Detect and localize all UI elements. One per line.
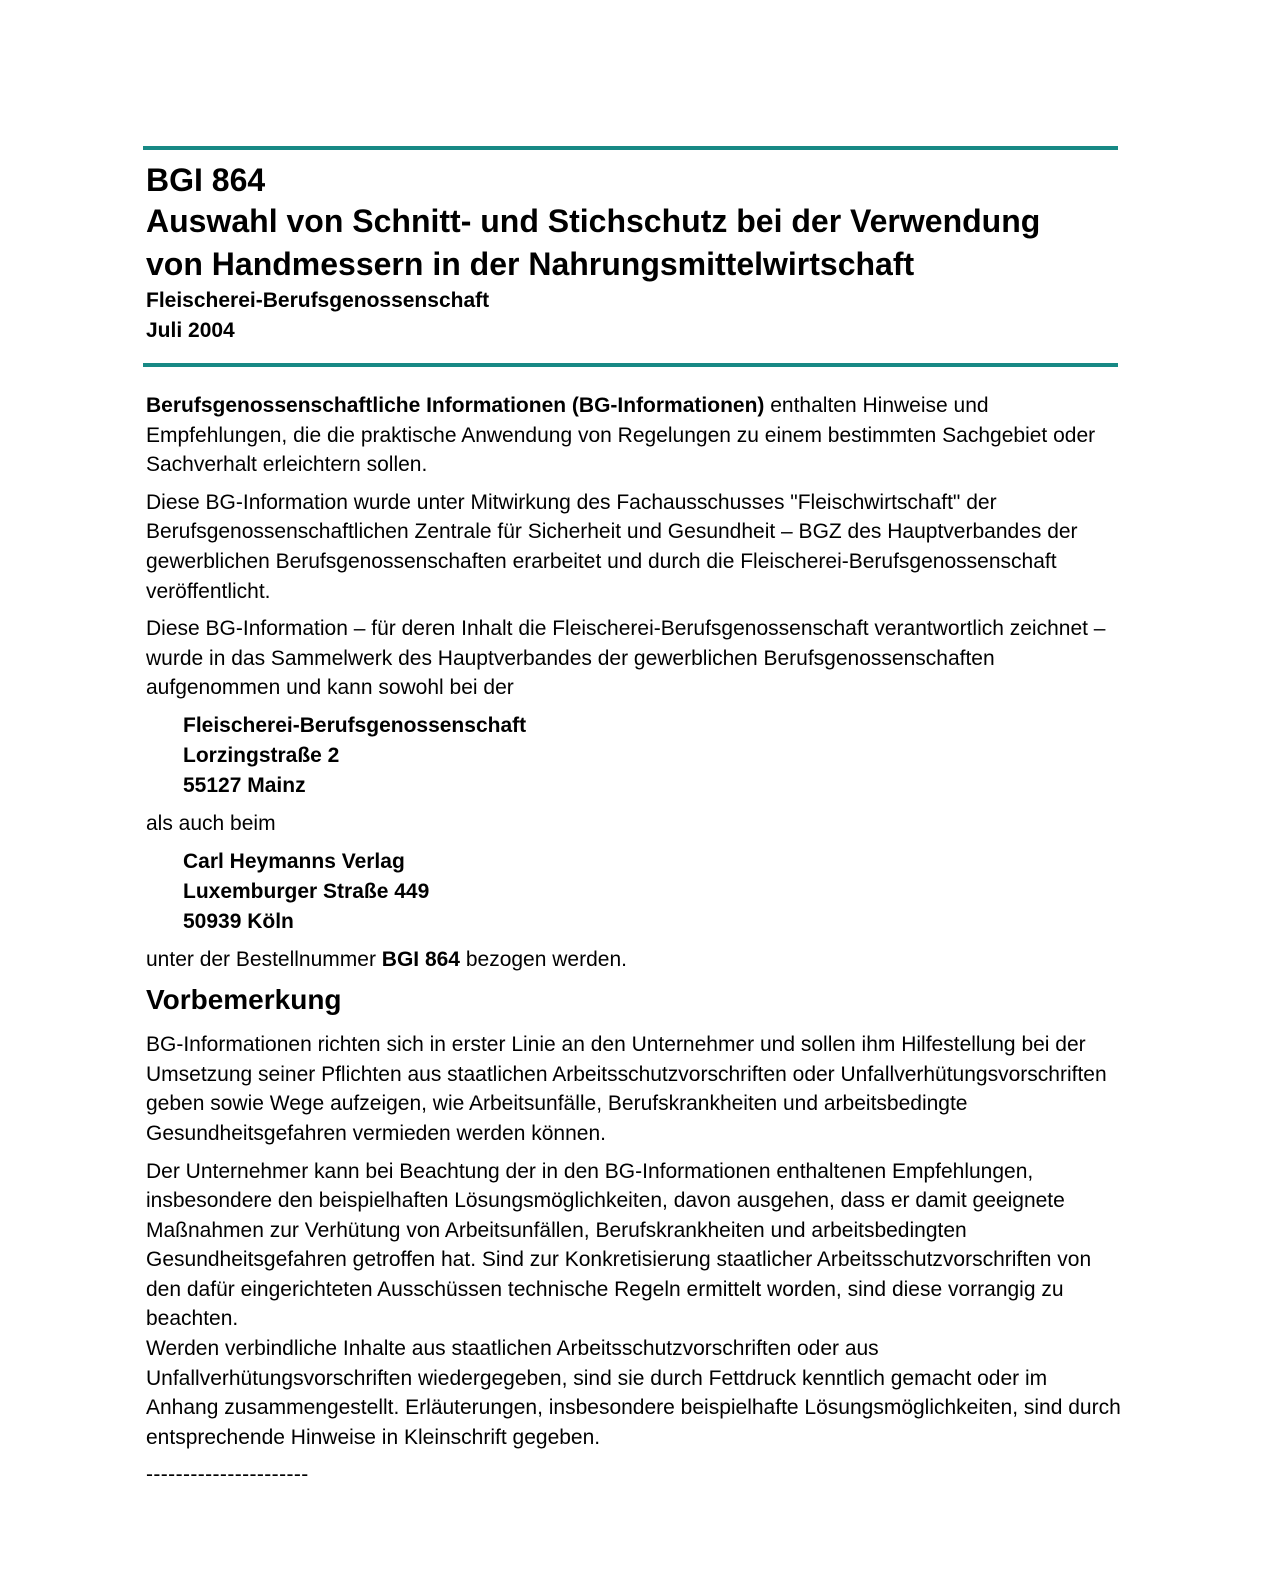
order-post: bezogen werden. (460, 947, 627, 971)
address-heymanns-verlag (146, 847, 1121, 937)
address-line: 55127 Mainz (183, 773, 306, 797)
document-body (146, 391, 1121, 1490)
address-fleischerei-bg (146, 711, 1121, 801)
header-bottom-rule (143, 363, 1118, 367)
intro-paragraph-2: Diese BG-Information wurde unter Mitwirkung des Fachausschusses "Fleischwirtschaft" der Berufsgenossenschaftlichen Zentrale für Sicherheit und Gesundheit – BGZ des Hauptverbandes der gewerblichen Berufsgenossenschaften erarbeitet und durch die Fleischerei-Berufsgenossenschaft veröffentlicht. (146, 490, 1078, 603)
address-line: Lorzingstraße 2 (183, 743, 340, 767)
address-line: Carl Heymanns Verlag (183, 849, 405, 873)
order-number-paragraph (146, 945, 1121, 975)
address-line: 50939 Köln (183, 909, 294, 933)
intro-paragraph-1 (146, 391, 1121, 480)
title-block (146, 160, 1118, 346)
section-heading-vorbemerkung: Vorbemerkung (146, 984, 342, 1016)
publisher: Fleischerei-Berufsgenossenschaft (146, 289, 490, 312)
document-title-line-2: von Handmessern in der Nahrungsmittelwirtschaft (146, 246, 915, 282)
intro-paragraph-3: Diese BG-Information – für deren Inhalt die Fleischerei-Berufsgenossenschaft verantwortlich zeichnet – wurde in das Sammelwerk des Hauptverbandes der gewerblichen Berufsgenossenschaften aufgenommen und kann sowohl bei der (146, 617, 1106, 700)
order-pre: unter der Bestellnummer (146, 947, 382, 971)
document-title-line-1: Auswahl von Schnitt- und Stichschutz bei der Verwendung (146, 203, 1041, 239)
address-line: Luxemburger Straße 449 (183, 879, 430, 903)
publication-date: Juli 2004 (146, 319, 235, 342)
intro-paragraph-1-text: enthalten Hinweise und Empfehlungen, die die praktische Anwendung von Regelungen zu einem bestimmten Sachgebiet oder Sachverhalt erleichtern sollen. (146, 394, 1096, 477)
order-number: BGI 864 (381, 947, 460, 971)
document-code: BGI 864 (146, 162, 266, 198)
header-top-rule (143, 146, 1118, 150)
between-addresses-text: als auch beim (146, 811, 276, 835)
footnote-separator: ---------------------- (146, 1463, 309, 1487)
address-line: Fleischerei-Berufsgenossenschaft (183, 713, 527, 737)
vorbemerkung-paragraph-2: Der Unternehmer kann bei Beachtung der in den BG-Informationen enthaltenen Empfehlungen, insbesondere den beispielhaften Lösungsmöglichkeiten, davon ausgehen, dass er damit geeignete Maßnahmen zur Verhütung von Arbeitsunfällen, Berufskrankheiten und arbeitsbedingten Gesundheitsgefahren getroffen hat. Sind zur Konkretisierung staatlicher Arbeitsschutzvorschriften von den dafür eingerichteten Ausschüssen technische Regeln ermittelt worden, sind diese vorrangig zu beachten. (146, 1159, 1092, 1331)
vorbemerkung-paragraph-1: BG-Informationen richten sich in erster Linie an den Unternehmer und sollen ihm Hilfestellung bei der Umsetzung seiner Pflichten aus staatlichen Arbeitsschutzvorschriften oder Unfallverhütungsvorschriften geben sowie Wege aufzeigen, wie Arbeitsunfälle, Berufskrankheiten und arbeitsbedingte Gesundheitsgefahren vermieden werden können. (146, 1033, 1107, 1145)
vorbemerkung-paragraph-3: Werden verbindliche Inhalte aus staatlichen Arbeitsschutzvorschriften oder aus Unfallverhütungsvorschriften wiedergegeben, sind sie durch Fettdruck kenntlich gemacht oder im Anhang zusammengestellt. Erläuterungen, insbesondere beispielhafte Lösungsmöglichkeiten, sind durch entsprechende Hinweise in Kleinschrift gegeben. (146, 1337, 1121, 1449)
intro-bold-term: Berufsgenossenschaftliche Informationen (BG-Informationen) (146, 394, 765, 417)
